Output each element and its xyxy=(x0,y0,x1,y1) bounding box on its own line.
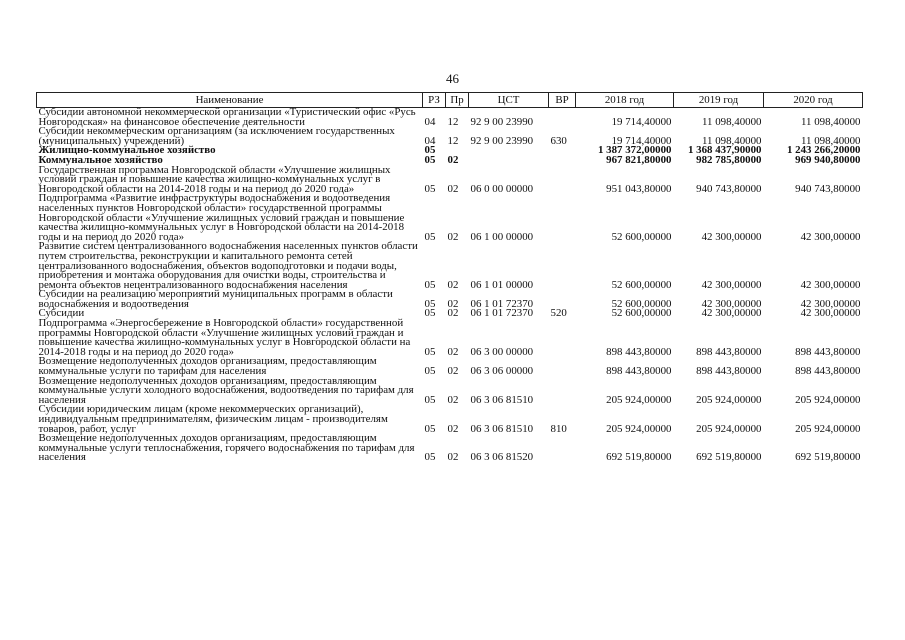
cell-vr: 630 xyxy=(550,134,567,147)
cell-cst xyxy=(469,146,549,156)
cell-pr: 02 xyxy=(447,153,459,166)
table-row xyxy=(37,319,863,357)
cell-cst: 92 9 00 23990 xyxy=(470,134,534,147)
cell-2019: 940 743,80000 xyxy=(696,182,762,195)
cell-cst: 06 3 00 00000 xyxy=(470,345,534,358)
table-row xyxy=(37,434,863,463)
cell-name: Подпрограмма «Развитие инфраструктуры водоснабжения и водоотведения населенных пунктов Новгородской области» государственной программы Новгородской области «Улучшение жилищных условий граждан и повышение качества жилищно-коммунальных услуг в Новгородской области на 2014-2018 годы и на период до 2020 года» xyxy=(38,192,405,243)
cell-2019: 205 924,00000 xyxy=(696,393,762,406)
cell-2018: 205 924,00000 xyxy=(606,393,672,406)
table-row xyxy=(37,377,863,406)
cell-cst: 06 3 06 81510 xyxy=(470,422,534,435)
cell-vr xyxy=(549,108,576,128)
table-row xyxy=(37,357,863,376)
cell-pr: 02 xyxy=(447,393,459,406)
cell-rz: 05 xyxy=(424,144,436,157)
cell-name: Возмещение недополученных доходов организациям, предоставляющим коммунальные услуги теплоснабжения, горячего водоснабжения по тарифам для населения xyxy=(38,432,415,464)
cell-2020: 969 940,80000 xyxy=(795,153,861,166)
cell-rz: 05 xyxy=(424,297,436,310)
cell-vr xyxy=(549,434,576,463)
cell-name: Возмещение недополученных доходов организациям, предоставляющим коммунальные услуги холодного водоснабжения, водоотведения по тарифам для населения xyxy=(38,374,414,406)
cell-name: Субсидии автономной некоммерческой организации «Туристический офис «Русь Новгородская» на финансовое обеспечение деятельности xyxy=(38,106,416,128)
cell-vr xyxy=(549,166,576,195)
cell-name: Государственная программа Новгородской области «Улучшение жилищных условий граждан и повышение качества жилищно-коммунальных услуг в Новгородской области на 2014-2018 годы и на период до 2020 года» xyxy=(38,163,391,195)
cell-name: Субсидии на реализацию мероприятий муниципальных программ в области водоснабжения и водоотведения xyxy=(38,288,393,310)
cell-rz: 05 xyxy=(424,393,436,406)
cell-2018: 951 043,80000 xyxy=(606,182,672,195)
table-row xyxy=(37,242,863,290)
cell-2018: 19 714,40000 xyxy=(611,115,672,128)
cell-2020: 11 098,40000 xyxy=(801,134,861,147)
page-number: 46 xyxy=(446,71,459,86)
table-row xyxy=(37,194,863,242)
cell-2018: 52 600,00000 xyxy=(611,278,672,291)
cell-2019: 692 519,80000 xyxy=(696,451,762,464)
table-row xyxy=(37,166,863,195)
cell-2019: 42 300,00000 xyxy=(701,297,762,310)
cell-2020: 692 519,80000 xyxy=(795,451,861,464)
cell-2018: 1 387 372,00000 xyxy=(597,144,672,157)
cell-2020: 205 924,00000 xyxy=(795,422,861,435)
cell-cst: 06 3 06 81510 xyxy=(470,393,534,406)
cell-rz: 05 xyxy=(424,422,436,435)
table-body xyxy=(37,108,863,463)
column-header-2019: 2019 год xyxy=(674,93,764,108)
cell-vr xyxy=(549,242,576,290)
cell-2018: 52 600,00000 xyxy=(611,297,672,310)
cell-2018: 19 714,40000 xyxy=(611,134,672,147)
cell-2019: 42 300,00000 xyxy=(701,278,762,291)
column-header-vr: ВР xyxy=(549,93,576,108)
cell-2019: 11 098,40000 xyxy=(702,134,762,147)
cell-name: Субсидии некоммерческим организациям (за исключением государственных (муниципальных) учреждений) xyxy=(38,125,395,147)
cell-name: Возмещение недополученных доходов организациям, предоставляющим коммунальные услуги по тарифам для населения xyxy=(38,355,377,378)
cell-2018: 898 443,80000 xyxy=(606,345,672,358)
cell-2020: 940 743,80000 xyxy=(795,182,861,195)
cell-2020: 1 243 266,20000 xyxy=(786,144,861,157)
cell-vr xyxy=(549,357,576,376)
cell-pr: 02 xyxy=(447,345,459,358)
cell-2020: 898 443,80000 xyxy=(795,345,861,358)
cell-rz: 05 xyxy=(424,345,436,358)
cell-name: Коммунальное хозяйство xyxy=(38,153,163,166)
cell-pr: 02 xyxy=(447,278,459,291)
cell-cst: 06 1 01 72370 xyxy=(470,307,534,320)
cell-2019: 42 300,00000 xyxy=(701,307,762,320)
cell-cst xyxy=(469,156,549,166)
cell-vr xyxy=(549,194,576,242)
cell-2019: 42 300,00000 xyxy=(701,230,762,243)
cell-2018: 898 443,80000 xyxy=(606,365,672,378)
cell-cst: 06 1 00 00000 xyxy=(470,230,534,243)
cell-rz: 05 xyxy=(424,307,436,320)
cell-pr: 02 xyxy=(447,230,459,243)
table-row xyxy=(37,405,863,434)
cell-2020: 42 300,00000 xyxy=(800,307,861,320)
cell-2018: 52 600,00000 xyxy=(611,307,672,320)
cell-cst: 06 3 06 81520 xyxy=(470,451,534,464)
column-header-cst: ЦСТ xyxy=(469,93,549,108)
cell-vr xyxy=(549,146,576,156)
column-header-2018: 2018 год xyxy=(576,93,674,108)
cell-rz: 05 xyxy=(424,182,436,195)
cell-2020: 11 098,40000 xyxy=(801,115,861,128)
cell-rz: 05 xyxy=(424,230,436,243)
cell-pr: 12 xyxy=(447,115,459,128)
cell-vr: 810 xyxy=(550,422,567,435)
cell-name: Подпрограмма «Энергосбережение в Новгородской области» государственной программы Новгородской области «Улучшение жилищных условий граждан и повышение качества жилищно-коммунальных услуг в Новгородской области на 2014-2018 годы и на период до 2020 года» xyxy=(38,317,411,358)
cell-cst: 92 9 00 23990 xyxy=(470,115,534,128)
cell-2020: 42 300,00000 xyxy=(800,230,861,243)
cell-2020: 205 924,00000 xyxy=(795,393,861,406)
budget-table xyxy=(36,92,863,463)
cell-pr: 02 xyxy=(447,297,459,310)
cell-pr: 02 xyxy=(447,422,459,435)
cell-rz: 05 xyxy=(424,153,436,166)
cell-2020: 898 443,80000 xyxy=(795,365,861,378)
cell-pr: 02 xyxy=(447,451,459,464)
cell-rz: 05 xyxy=(424,365,436,378)
cell-cst: 06 1 01 00000 xyxy=(470,278,534,291)
cell-2018: 205 924,00000 xyxy=(606,422,672,435)
cell-cst: 06 0 00 00000 xyxy=(470,182,534,195)
cell-2018: 52 600,00000 xyxy=(611,230,672,243)
cell-vr xyxy=(549,377,576,406)
cell-vr xyxy=(549,319,576,357)
cell-name: Субсидии юридическим лицам (кроме некоммерческих организаций), индивидуальным предпринимателям, физическим лицам - производителям товаров, работ, услуг xyxy=(38,403,388,435)
cell-2019: 898 443,80000 xyxy=(696,345,762,358)
cell-name: Развитие систем централизованного водоснабжения населенных пунктов области путем строительства, реконструкции и капитального ремонта сетей централизованного водоснабжения, объектов водоподготовки и подачи воды, приобретения и монтажа оборудования для очистки воды, строительства и ремонта объектов нецентрализованного водоснабжения населения xyxy=(38,240,418,291)
cell-cst: 06 1 01 72370 xyxy=(470,297,534,310)
cell-2018: 692 519,80000 xyxy=(606,451,672,464)
cell-2019: 1 368 437,90000 xyxy=(687,144,762,157)
cell-pr: 12 xyxy=(447,134,459,147)
cell-name: Жилищно-коммунальное хозяйство xyxy=(38,144,216,157)
cell-cst: 06 3 06 00000 xyxy=(470,365,534,378)
cell-2019: 205 924,00000 xyxy=(696,422,762,435)
cell-2019: 11 098,40000 xyxy=(702,115,762,128)
cell-2019: 898 443,80000 xyxy=(696,365,762,378)
cell-2018: 967 821,80000 xyxy=(606,153,672,166)
cell-vr: 520 xyxy=(550,307,567,320)
cell-pr: 02 xyxy=(447,365,459,378)
cell-pr: 02 xyxy=(447,182,459,195)
cell-rz: 05 xyxy=(424,278,436,291)
cell-rz: 05 xyxy=(424,451,436,464)
column-header-2020: 2020 год xyxy=(764,93,863,108)
cell-vr xyxy=(549,156,576,166)
cell-name: Субсидии xyxy=(38,307,85,320)
cell-2019: 982 785,80000 xyxy=(696,153,762,166)
column-header-name: Наименование xyxy=(37,93,423,108)
column-header-pr: Пр xyxy=(446,93,469,108)
cell-rz: 04 xyxy=(424,134,436,147)
cell-2020: 42 300,00000 xyxy=(800,278,861,291)
cell-rz: 04 xyxy=(424,115,436,128)
cell-2020: 42 300,00000 xyxy=(800,297,861,310)
column-header-rz: РЗ xyxy=(423,93,446,108)
cell-pr: 02 xyxy=(447,307,459,320)
